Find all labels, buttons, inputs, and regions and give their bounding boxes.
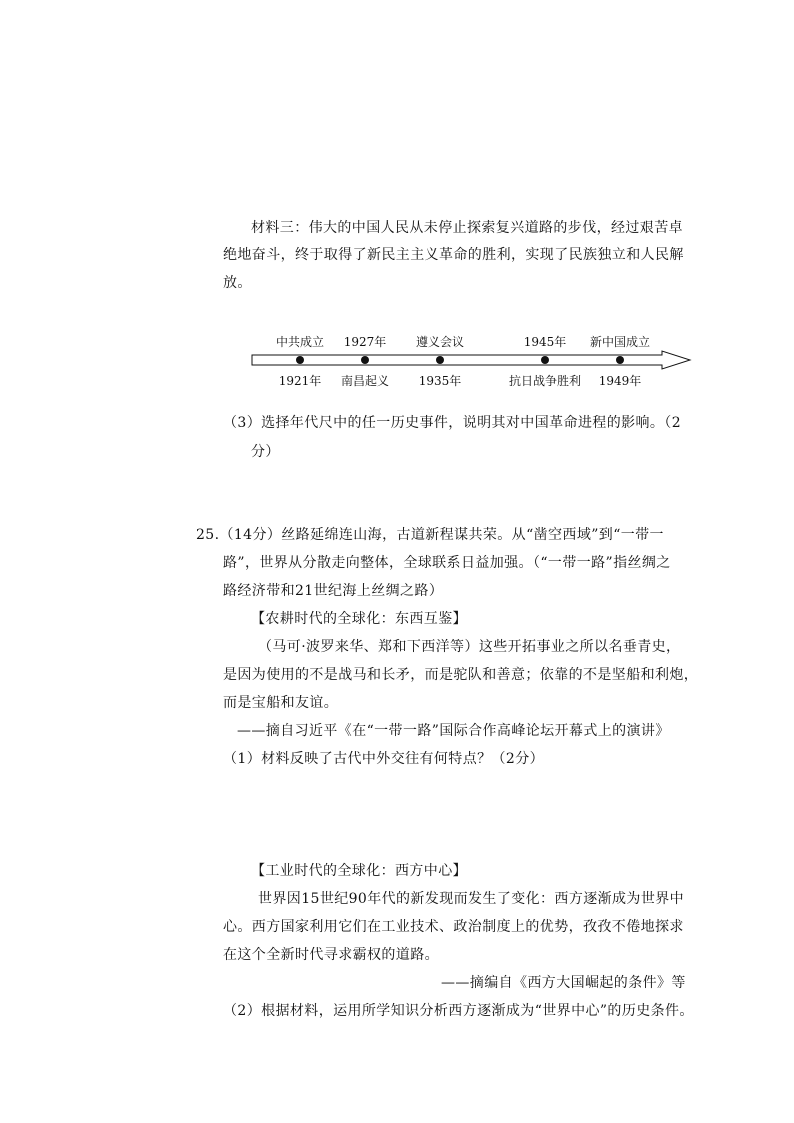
section1-source: ——摘自习近平《在“一带一路”国际合作高峰论坛开幕式上的演讲》 <box>237 723 670 739</box>
timeline-bottom-label: 1921年 <box>278 374 322 388</box>
timeline-arrow <box>252 351 690 369</box>
section2-quote-line-1: 世界因15世纪90年代的新发现而发生了变化：西方逐渐成为世界中 <box>258 891 685 907</box>
timeline-bottom-label: 南昌起义 <box>340 374 390 388</box>
q25-intro-line-3: 路经济带和21世纪海上丝绸之路） <box>223 583 444 599</box>
section2-quote-line-2: 心。西方国家利用它们在工业技术、政治制度上的优势，孜孜不倦地探求 <box>223 919 684 935</box>
q1-question: （1）材料反映了古代中外交往有何特点？（2分） <box>223 751 545 767</box>
timeline-point <box>296 356 304 364</box>
timeline-top-label: 中共成立 <box>275 335 325 349</box>
timeline-top-label: 新中国成立 <box>589 335 651 349</box>
timeline-point <box>436 356 444 364</box>
section1-quote-line-1: （马可·波罗来华、郑和下西洋等）这些开拓事业之所以名垂青史， <box>258 639 681 655</box>
timeline-point <box>616 356 624 364</box>
q25-intro-line-1: 25.（14分）丝路延绵连山海，古道新程谋共荣。从“凿空西域”到“一带一 <box>196 527 664 543</box>
section2-heading: 【工业时代的全球化：西方中心】 <box>251 863 467 879</box>
timeline-top-label: 1945年 <box>523 335 567 349</box>
timeline-bottom-label: 1935年 <box>418 374 462 388</box>
material3-line-3: 放。 <box>223 275 252 291</box>
material3-line-2: 绝地奋斗，终于取得了新民主主义革命的胜利，实现了民族独立和人民解 <box>223 247 684 263</box>
q2-question: （2）根据材料，运用所学知识分析西方逐渐成为“世界中心”的历史条件。 <box>223 1003 694 1019</box>
section2-source: ——摘编自《西方大国崛起的条件》等 <box>441 975 686 991</box>
timeline-top-label: 遵义会议 <box>415 335 465 349</box>
timeline-point <box>541 356 549 364</box>
timeline-bottom-label: 1949年 <box>598 374 642 388</box>
section1-heading: 【农耕时代的全球化：东西互鉴】 <box>251 611 467 627</box>
section1-quote-line-2: 是因为使用的不是战马和长矛，而是驼队和善意；依靠的不是坚船和利炮， <box>223 667 699 683</box>
q25-intro-line-2: 路”，世界从分散走向整体，全球联系日益加强。（“一带一路”指丝绸之 <box>223 555 671 571</box>
timeline-chart <box>240 330 700 392</box>
timeline-bottom-label: 抗日战争胜利 <box>508 374 582 388</box>
q3-line-2: 分） <box>251 444 280 460</box>
section1-quote-line-3: 而是宝船和友谊。 <box>223 695 339 711</box>
section2-quote-line-3: 在这个全新时代寻求霸权的道路。 <box>223 947 439 963</box>
material3-line-1: 材料三：伟大的中国人民从未停止探索复兴道路的步伐，经过艰苦卓 <box>251 220 683 236</box>
q3-line-1: （3）选择年代尺中的任一历史事件，说明其对中国革命进程的影响。（2 <box>223 415 682 431</box>
timeline-point <box>361 356 369 364</box>
timeline-top-label: 1927年 <box>343 335 387 349</box>
